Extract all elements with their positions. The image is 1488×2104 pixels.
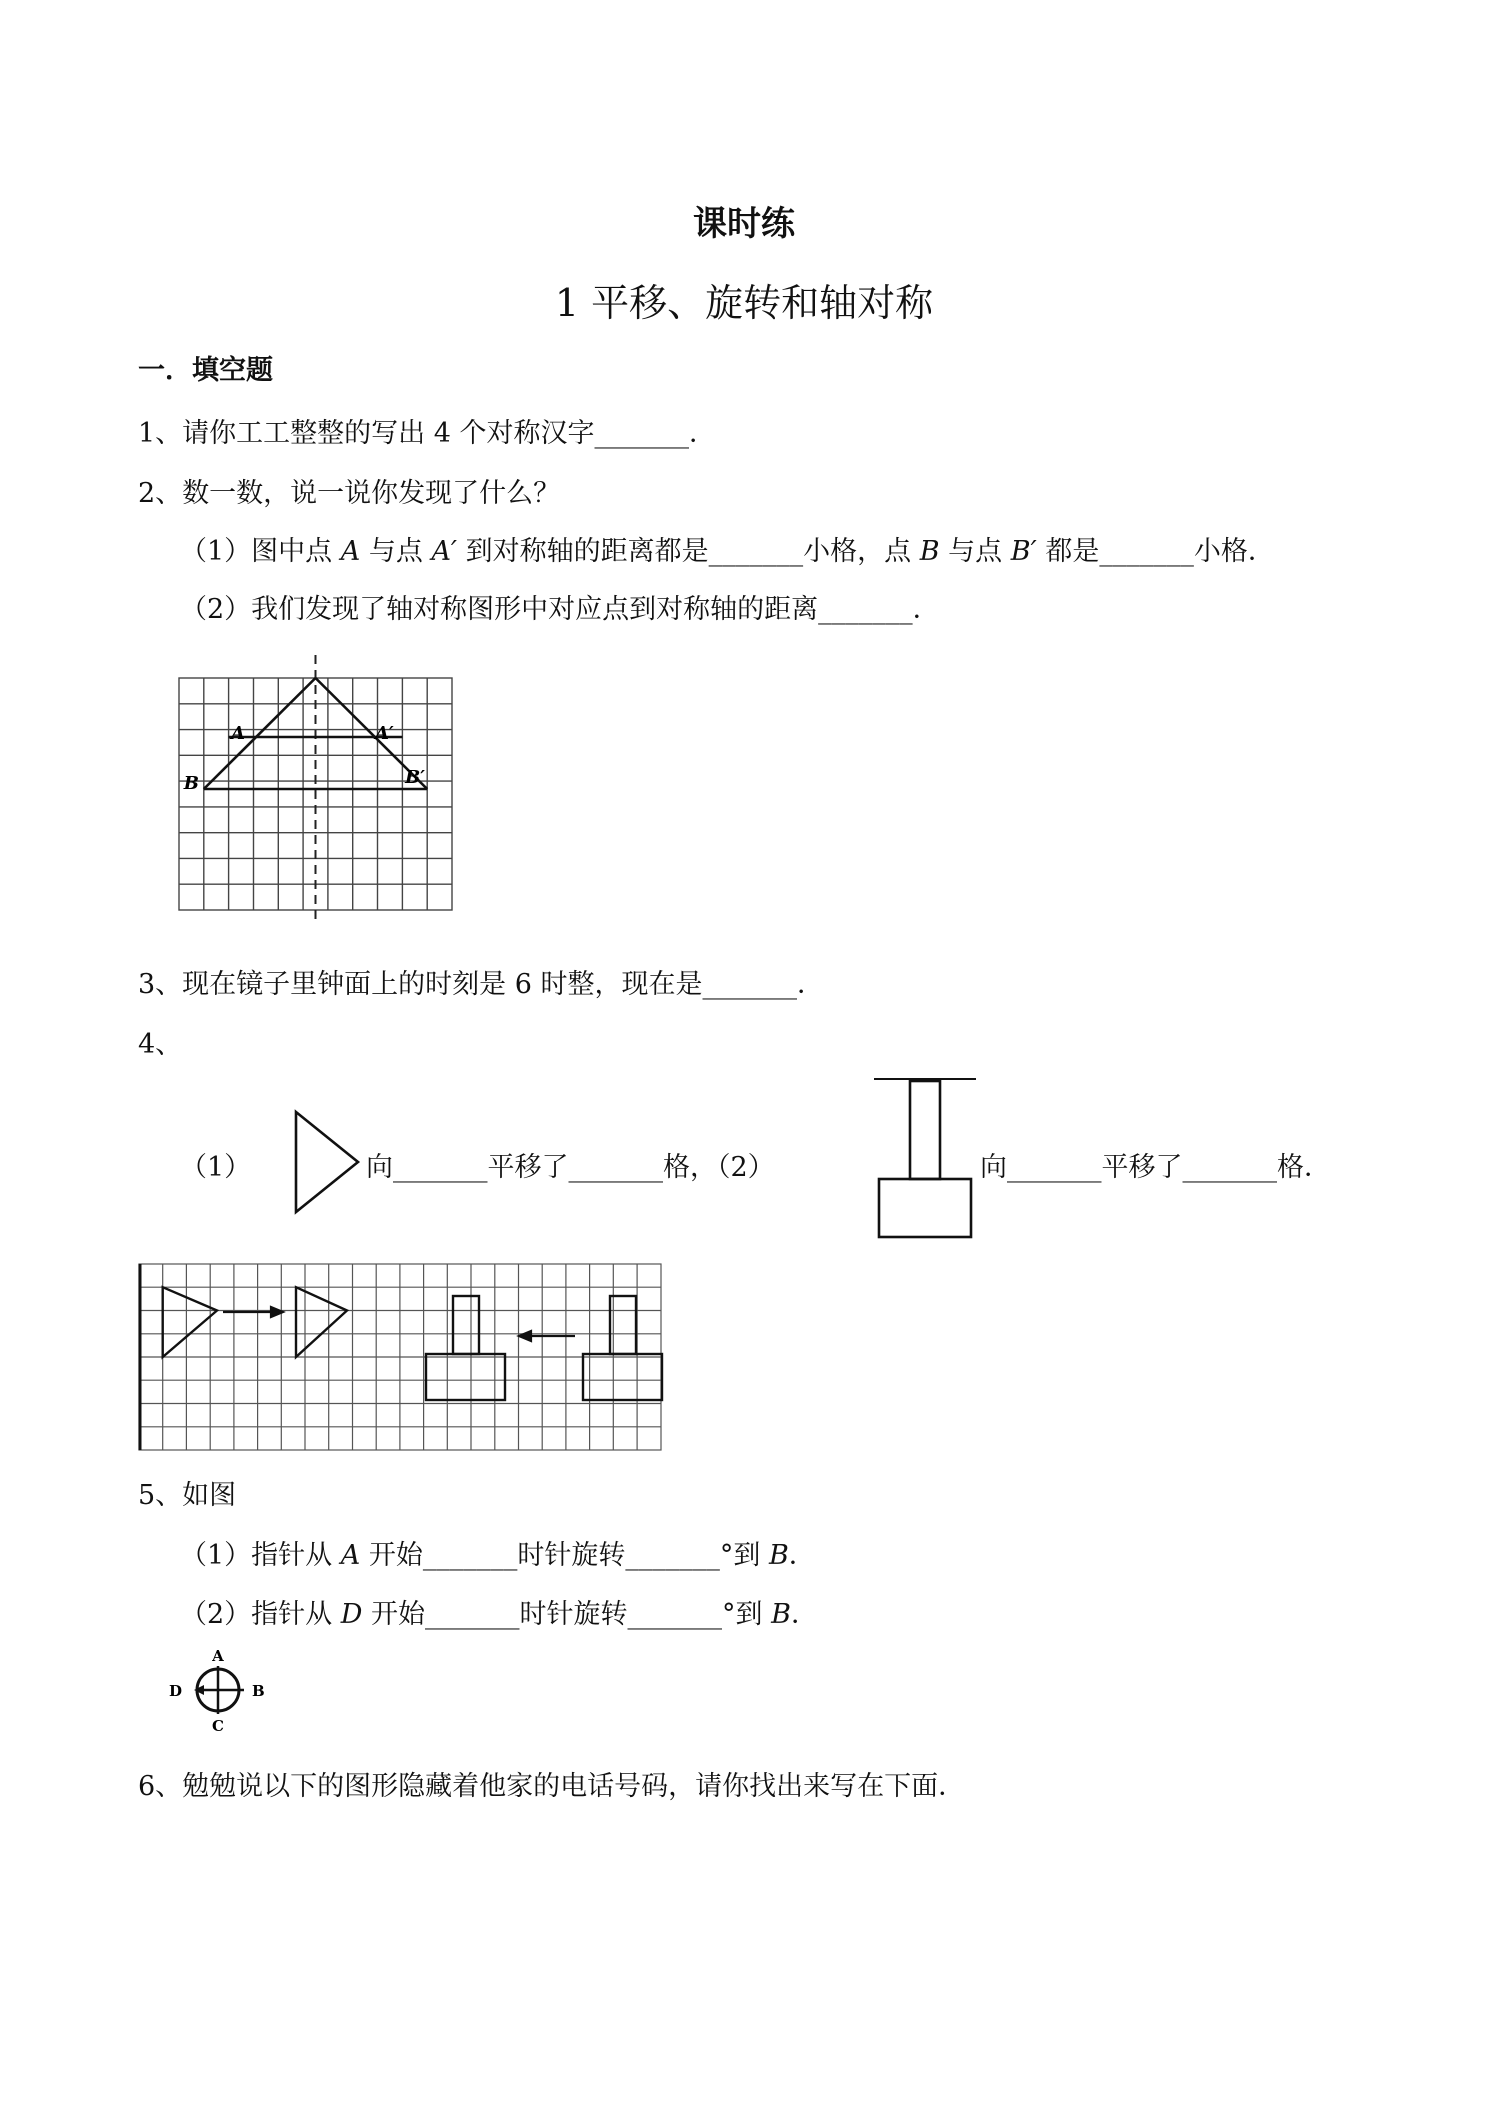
- compass-dial-figure: [168, 1640, 278, 1740]
- translation-shapes: [163, 1287, 662, 1400]
- compass-label-b: B: [252, 1682, 265, 1700]
- q5p1-to: B: [768, 1540, 789, 1571]
- question-2-part-2: （2）我们发现了轴对称图形中对应点到对称轴的距离_______．: [180, 594, 940, 625]
- q4-triangle-icon: [292, 1108, 362, 1216]
- label-b-prime: B′: [405, 767, 425, 788]
- question-2-stem: 2、数一数，说一说你发现了什么？: [138, 478, 561, 509]
- q5p2-to: B: [771, 1599, 791, 1630]
- q5p2-text-b: 开始_______时针旋转_______°到: [362, 1599, 772, 1630]
- label-a: A: [231, 723, 245, 744]
- q5p2-from: D: [340, 1599, 363, 1630]
- q5p2-text-a: （2）指针从: [180, 1599, 341, 1630]
- label-a-prime: A′: [375, 723, 394, 744]
- question-4-stem: 4、: [138, 1029, 183, 1060]
- arrow-left-icon: [519, 1331, 575, 1341]
- q5p2-text-c: ．: [790, 1599, 818, 1630]
- symmetry-grid-figure: [175, 655, 460, 925]
- question-5-part-1: [180, 1533, 816, 1572]
- question-3: 3、现在镜子里钟面上的时刻是 6 时整，现在是_______．: [138, 969, 825, 1000]
- compass-label-d: D: [168, 1682, 182, 1700]
- compass-label-c: C: [212, 1717, 224, 1735]
- question-6: 6、勉勉说以下的图形隐藏着他家的电话号码，请你找出来写在下面．: [138, 1771, 966, 1802]
- q4-tower-icon: [872, 1075, 978, 1240]
- q4-part-1-label: （1）: [180, 1152, 252, 1183]
- question-2-part-1: [180, 529, 1275, 568]
- question-1: 1、请你工工整整的写出 4 个对称汉字_______．: [138, 418, 717, 449]
- q2p1-text-d: 与点: [939, 536, 1011, 567]
- q2p1-point-a: A: [340, 536, 361, 567]
- worksheet-subtitle: 1 平移、旋转和轴对称: [554, 281, 934, 325]
- q2p1-text-a: （1）图中点: [180, 536, 341, 567]
- q5p1-text-b: 开始_______时针旋转_______°到: [360, 1540, 769, 1571]
- translation-grid-figure: [135, 1262, 665, 1452]
- q2p1-point-a2: A′: [431, 536, 458, 567]
- arrow-right-icon: [223, 1307, 283, 1317]
- q2p1-text-c: 到对称轴的距离都是_______小格，点: [457, 536, 920, 567]
- pointer-arrow-icon: [194, 1685, 204, 1695]
- label-b: B: [183, 773, 199, 794]
- q5p1-from: A: [340, 1540, 361, 1571]
- question-5-part-2: [180, 1592, 818, 1631]
- section-heading: 一．填空题: [138, 355, 273, 386]
- q2p1-point-b: B: [919, 536, 940, 567]
- q4-part-1-text: 向_______平移了_______格，（2）: [366, 1152, 775, 1183]
- q2p1-text-b: 与点: [360, 536, 432, 567]
- q2p1-text-e: 都是_______小格．: [1036, 536, 1275, 567]
- q2p1-point-b2: B′: [1010, 536, 1037, 567]
- q4-part-2-text: 向_______平移了_______格．: [980, 1152, 1331, 1183]
- q5p1-text-a: （1）指针从: [180, 1540, 341, 1571]
- question-5-stem: 5、如图: [138, 1480, 237, 1511]
- worksheet-title: 课时练: [693, 204, 795, 244]
- q5p1-text-c: ．: [788, 1540, 816, 1571]
- compass-label-a: A: [212, 1647, 224, 1665]
